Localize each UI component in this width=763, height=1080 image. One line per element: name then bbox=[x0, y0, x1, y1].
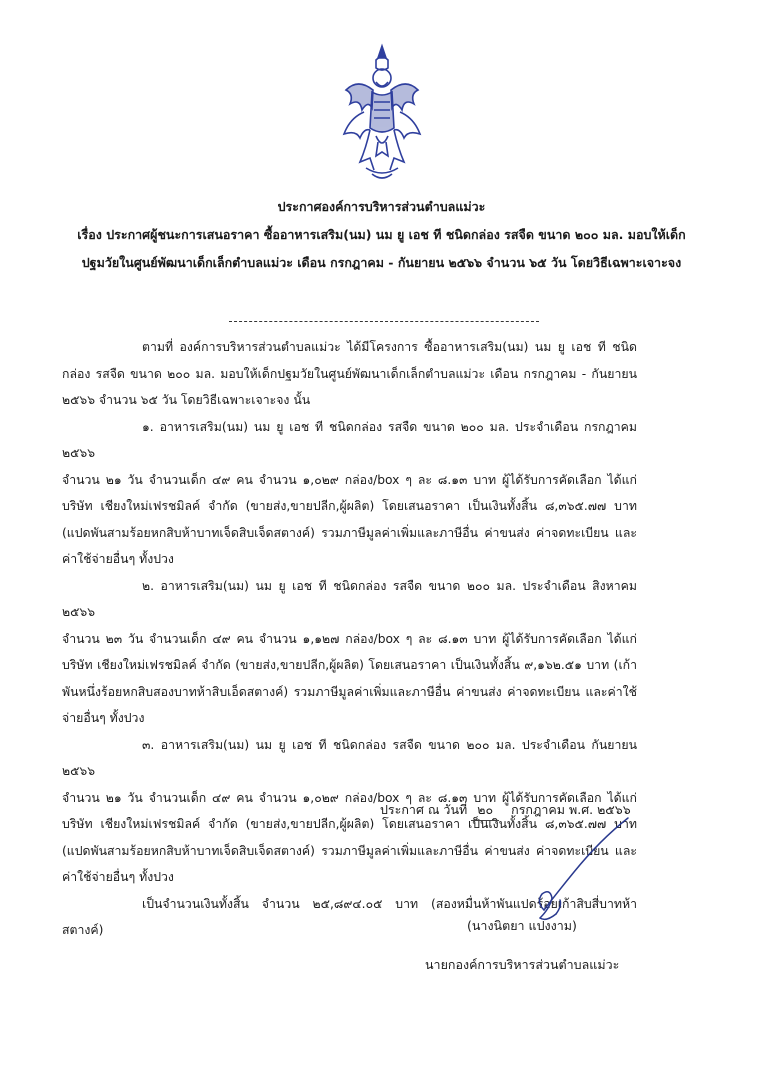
total-amount: เป็นจำนวนเงินทั้งสิ้น จำนวน ๒๕,๘๙๔.๐๕ บาท (สองหมื่นห้าพันแปดร้อยเก้าสิบสี่บาทห้าสตางค์) bbox=[62, 896, 637, 937]
intro-paragraph: ตามที่ องค์การบริหารส่วนตำบลแม่วะ ได้มีโครงการ ซื้ออาหารเสริม(นม) นม ยู เอช ที ชนิดกล่อง รสจืด ขนาด ๒๐๐ มล. มอบให้เด็กปฐมวัยในศูนย์พัฒนาเด็กเล็กตำบลแม่วะ เดือน กรกฎาคม - กันยายน ๒๕๖๖ จำนวน ๖๕ วัน โดยวิธีเฉพาะเจาะจง นั้น bbox=[62, 340, 637, 407]
item-2-detail: จำนวน ๒๓ วัน จำนวนเด็ก ๔๙ คน จำนวน ๑,๑๒๗ กล่อง/box ๆ ละ ๘.๑๓ บาท ผู้ได้รับการคัดเลือก ได้แก่ บริษัท เชียงใหม่เฟรชมิลค์ จำกัด (ขายส่ง,ขายปลีก,ผู้ผลิต) โดยเสนอราคา เป็นเงินทั้งสิ้น ๙,๑๖๒.๕๑ บาท (เก้าพันหนึ่งร้อยหกสิบสองบาทห้าสิบเอ็ดสตางค์) รวมภาษีมูลค่าเพิ่มและภาษีอื่น ค่าขนส่ง ค่าจดทะเบียน และค่าใช้จ่ายอื่นๆ ทั้งปวง bbox=[62, 631, 637, 725]
signer-position: นายกองค์การบริหารส่วนตำบลแม่วะ bbox=[425, 957, 620, 972]
garuda-emblem-icon bbox=[336, 38, 428, 188]
subject-heading: เรื่อง ประกาศผู้ชนะการเสนอราคา ซื้ออาหารเสริม(นม) นม ยู เอช ที ชนิดกล่อง รสจืด ขนาด ๒๐๐ มล. มอบให้เด็กปฐมวัยในศูนย์พัฒนาเด็กเล็กตำบลแม่วะ เดือน กรกฎาคม - กันยายน ๒๕๖๖ จำนวน ๖๕ วัน โดยวิธีเฉพาะเจาะจง bbox=[77, 227, 686, 270]
item-1-heading: ๑. อาหารเสริม(นม) นม ยู เอช ที ชนิดกล่อง รสจืด ขนาด ๒๐๐ มล. ประจำเดือน กรกฎาคม ๒๕๖๖ bbox=[62, 419, 637, 460]
document-title bbox=[60, 193, 703, 277]
item-3-detail: จำนวน ๒๑ วัน จำนวนเด็ก ๔๙ คน จำนวน ๑,๐๒๙ กล่อง/box ๆ ละ ๘.๑๓ บาท ผู้ได้รับการคัดเลือก ได้แก่ บริษัท เชียงใหม่เฟรชมิลค์ จำกัด (ขายส่ง,ขายปลีก,ผู้ผลิต) โดยเสนอราคา เป็นเงินทั้งสิ้น ๘,๓๖๕.๗๗ บาท (แปดพันสามร้อยหกสิบห้าบาทเจ็ดสิบเจ็ดสตางค์) รวมภาษีมูลค่าเพิ่มและภาษีอื่น ค่าขนส่ง ค่าจดทะเบียน และค่าใช้จ่ายอื่นๆ ทั้งปวง bbox=[62, 790, 637, 884]
handwritten-signature bbox=[500, 810, 630, 930]
announce-day: ๒๐ bbox=[471, 800, 499, 821]
item-1-detail: จำนวน ๒๑ วัน จำนวนเด็ก ๔๙ คน จำนวน ๑,๐๒๙ กล่อง/box ๆ ละ ๘.๑๓ บาท ผู้ได้รับการคัดเลือก ได้แก่ บริษัท เชียงใหม่เฟรชมิลค์ จำกัด (ขายส่ง,ขายปลีก,ผู้ผลิต) โดยเสนอราคา เป็นเงินทั้งสิ้น ๘,๓๖๕.๗๗ บาท (แปดพันสามร้อยหกสิบห้าบาทเจ็ดสิบเจ็ดสตางค์) รวมภาษีมูลค่าเพิ่มและภาษีอื่น ค่าขนส่ง ค่าจดทะเบียน และค่าใช้จ่ายอื่นๆ ทั้งปวง bbox=[62, 472, 637, 566]
signer-name: (นางนิตยา แปงงาม) bbox=[467, 918, 577, 933]
announce-month-year: กรกฎาคม พ.ศ. ๒๕๖๖ bbox=[511, 802, 631, 817]
title-divider bbox=[229, 321, 539, 322]
item-2-heading: ๒. อาหารเสริม(นม) นม ยู เอช ที ชนิดกล่อง รสจืด ขนาด ๒๐๐ มล. ประจำเดือน สิงหาคม ๒๕๖๖ bbox=[62, 578, 637, 619]
announce-prefix: ประกาศ ณ วันที่ bbox=[380, 802, 468, 817]
item-3-heading: ๓. อาหารเสริม(นม) นม ยู เอช ที ชนิดกล่อง รสจืด ขนาด ๒๐๐ มล. ประจำเดือน กันยายน ๒๕๖๖ bbox=[62, 737, 637, 778]
organization-heading: ประกาศองค์การบริหารส่วนตำบลแม่วะ bbox=[277, 199, 486, 214]
